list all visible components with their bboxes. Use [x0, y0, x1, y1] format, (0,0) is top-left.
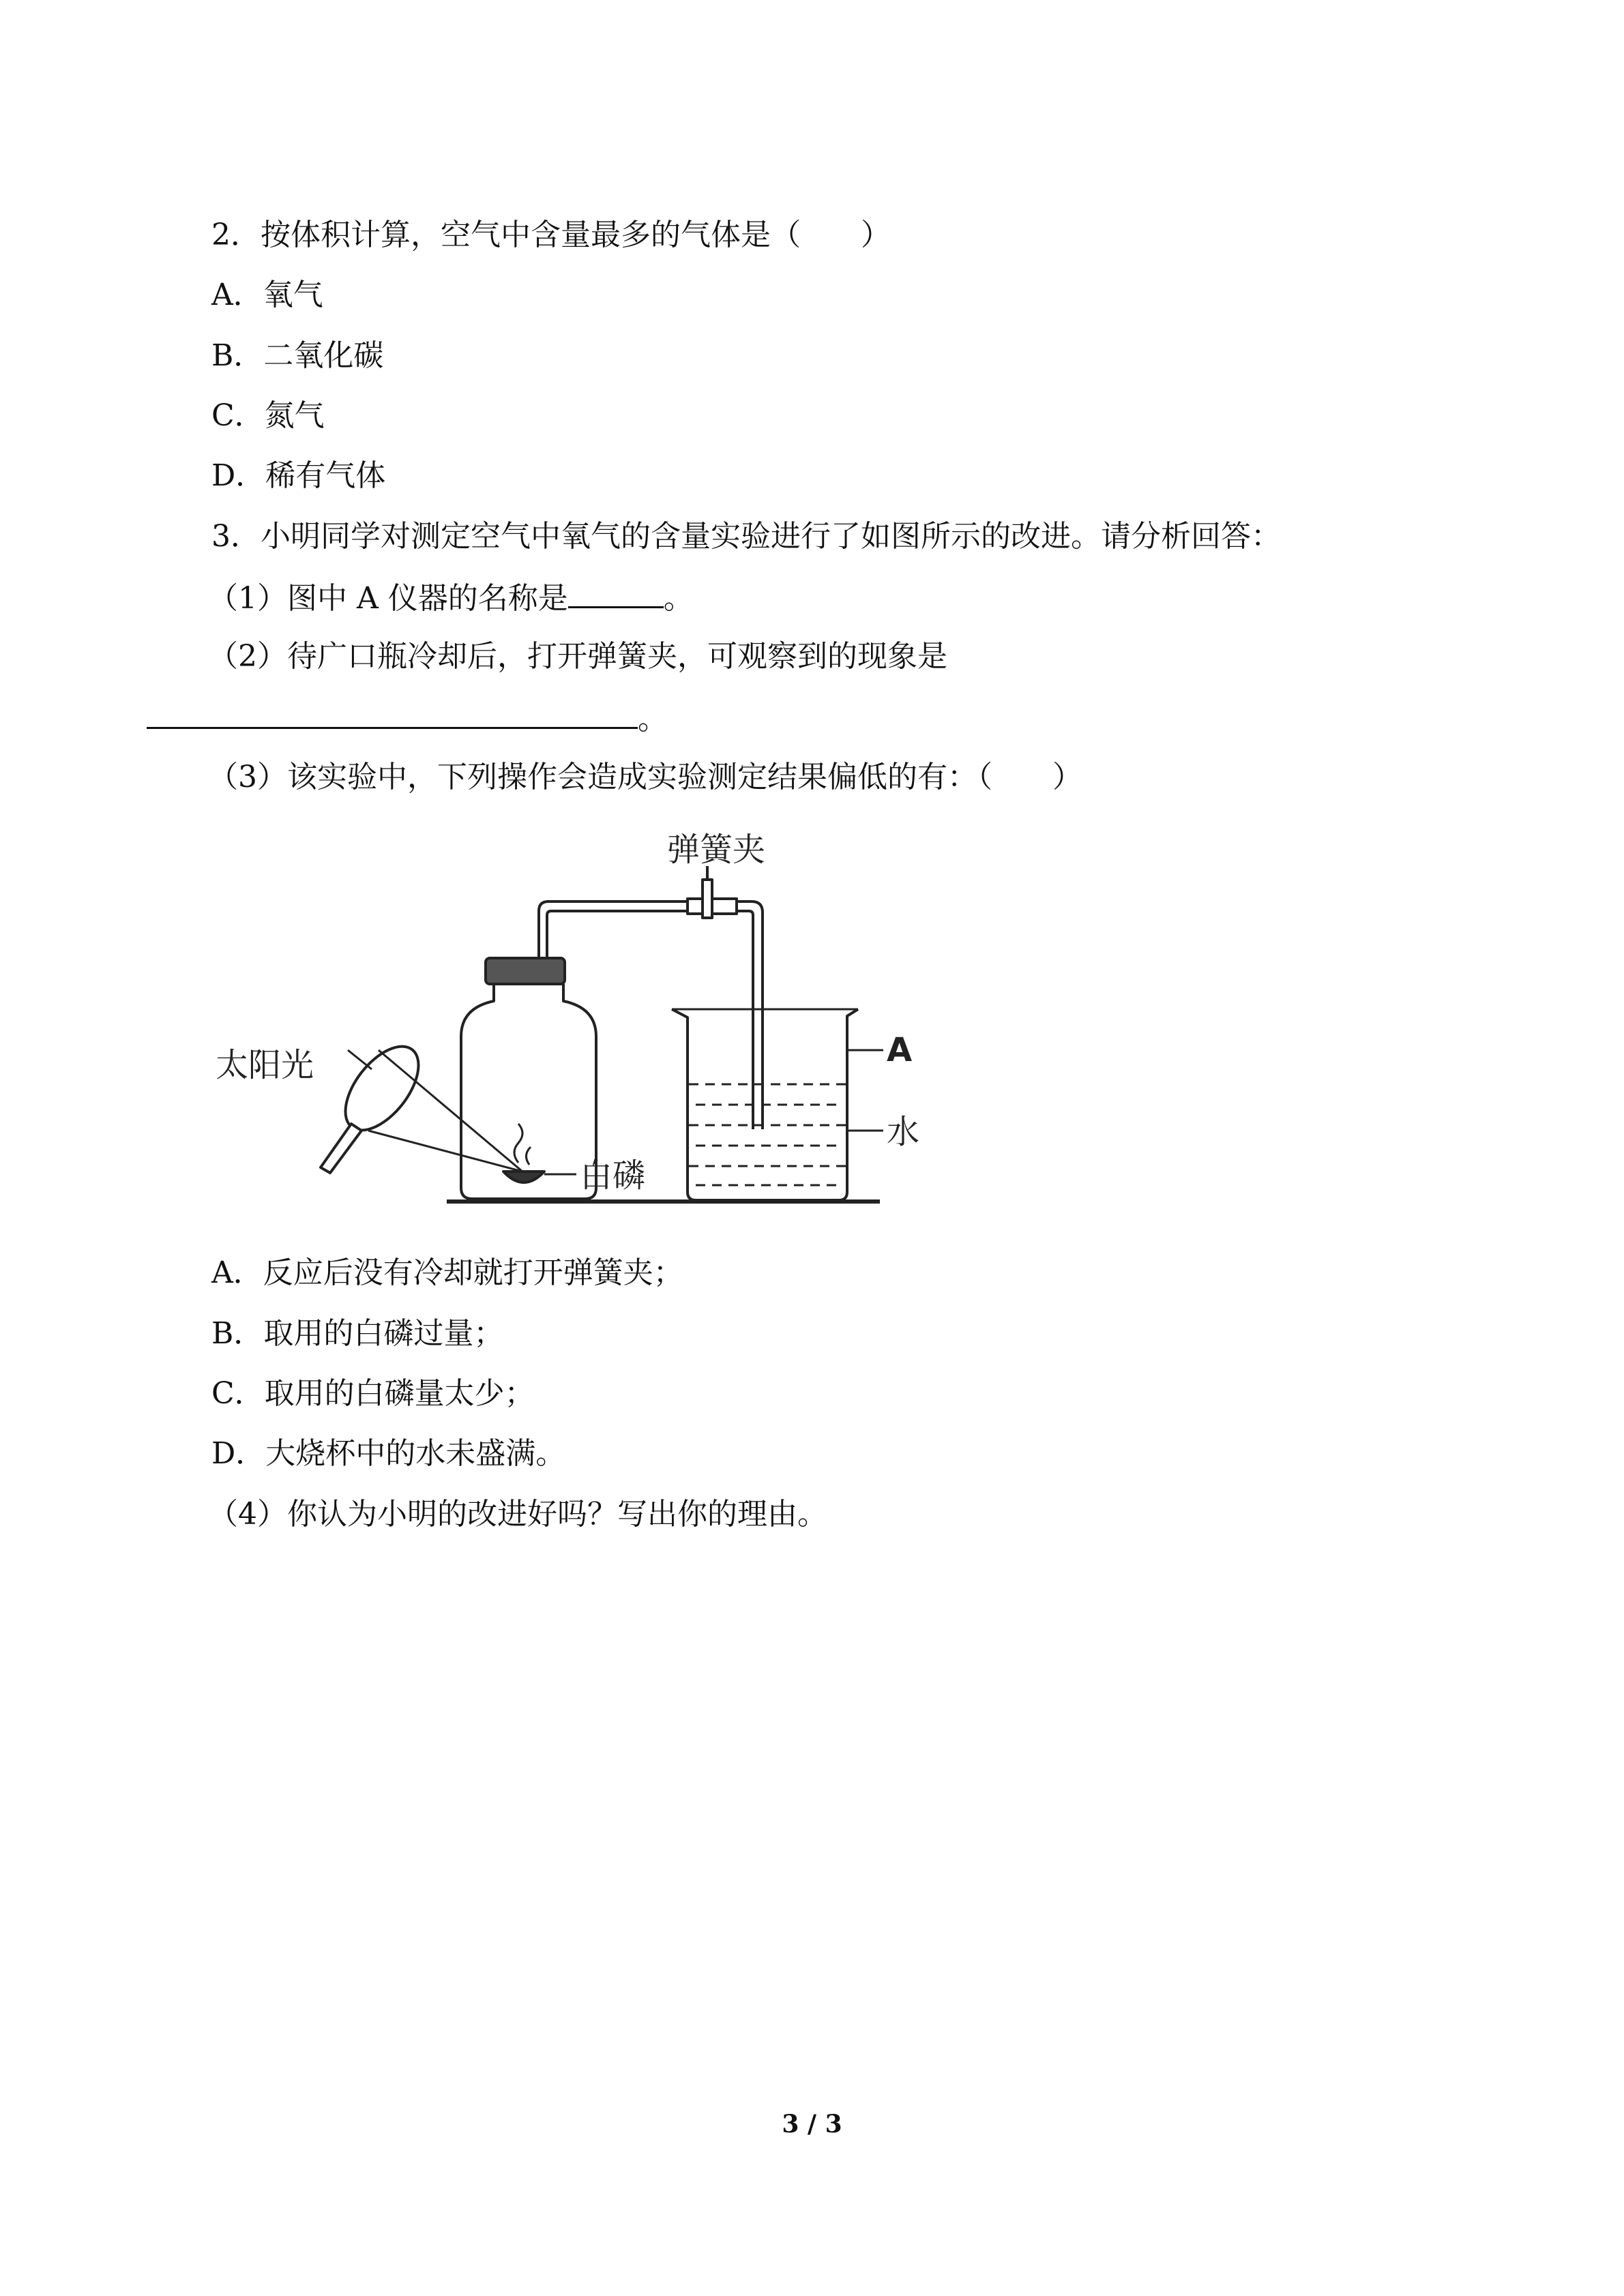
experiment-diagram	[205, 815, 955, 1224]
connecting-tube	[539, 901, 763, 1129]
magnifying-glass	[321, 1034, 432, 1173]
spring-clamp	[688, 866, 737, 918]
water-surface	[689, 1084, 846, 1185]
q3-option-a: A．反应后没有冷却就打开弹簧夹；	[211, 1255, 683, 1290]
answer-blank-1[interactable]	[568, 576, 664, 608]
q3-sub2: （2）待广口瓶冷却后，打开弹簧夹，可观察到的现象是	[208, 639, 947, 674]
label-beaker-a: A	[887, 1031, 913, 1069]
sunlight-rays	[348, 1050, 522, 1172]
white-phosphorus-dish	[503, 1124, 544, 1182]
label-white-phosphorus: 白磷	[580, 1157, 646, 1195]
q2-stem: 2．按体积计算，空气中含量最多的气体是（ ）	[211, 218, 891, 252]
q3-sub2-answer	[147, 697, 668, 740]
q3-option-b: B．取用的白磷过量；	[211, 1316, 504, 1351]
q2-option-a: A．氧气	[211, 278, 323, 312]
q3-stem: 3．小明同学对测定空气中氧气的含量实验进行了如图所示的改进。请分析回答：	[211, 519, 1281, 554]
label-sunlight: 太阳光	[216, 1046, 314, 1084]
q2-option-c: C．氮气	[211, 398, 325, 433]
q3-sub2-end: 。	[638, 702, 668, 736]
q3-option-d: D．大烧杯中的水未盛满。	[211, 1436, 566, 1471]
answer-blank-2[interactable]	[147, 697, 638, 729]
label-water: 水	[887, 1113, 920, 1151]
q3-sub1	[208, 576, 694, 619]
q3-sub3: （3）该实验中，下列操作会造成实验测定结果偏低的有：（ ）	[208, 760, 1082, 794]
q3-sub4: （4）你认为小明的改进好吗？写出你的理由。	[208, 1497, 827, 1532]
page-number: 3 / 3	[782, 2110, 842, 2138]
q3-option-c: C．取用的白磷量太少；	[211, 1376, 535, 1411]
q3-sub1-suffix: 。	[663, 581, 694, 616]
q2-option-b: B．二氧化碳	[211, 338, 384, 373]
q3-sub1-prefix: （1）图中 A 仪器的名称是	[208, 581, 568, 616]
label-spring-clamp: 弹簧夹	[667, 831, 766, 869]
q2-option-d: D．稀有气体	[211, 458, 386, 493]
